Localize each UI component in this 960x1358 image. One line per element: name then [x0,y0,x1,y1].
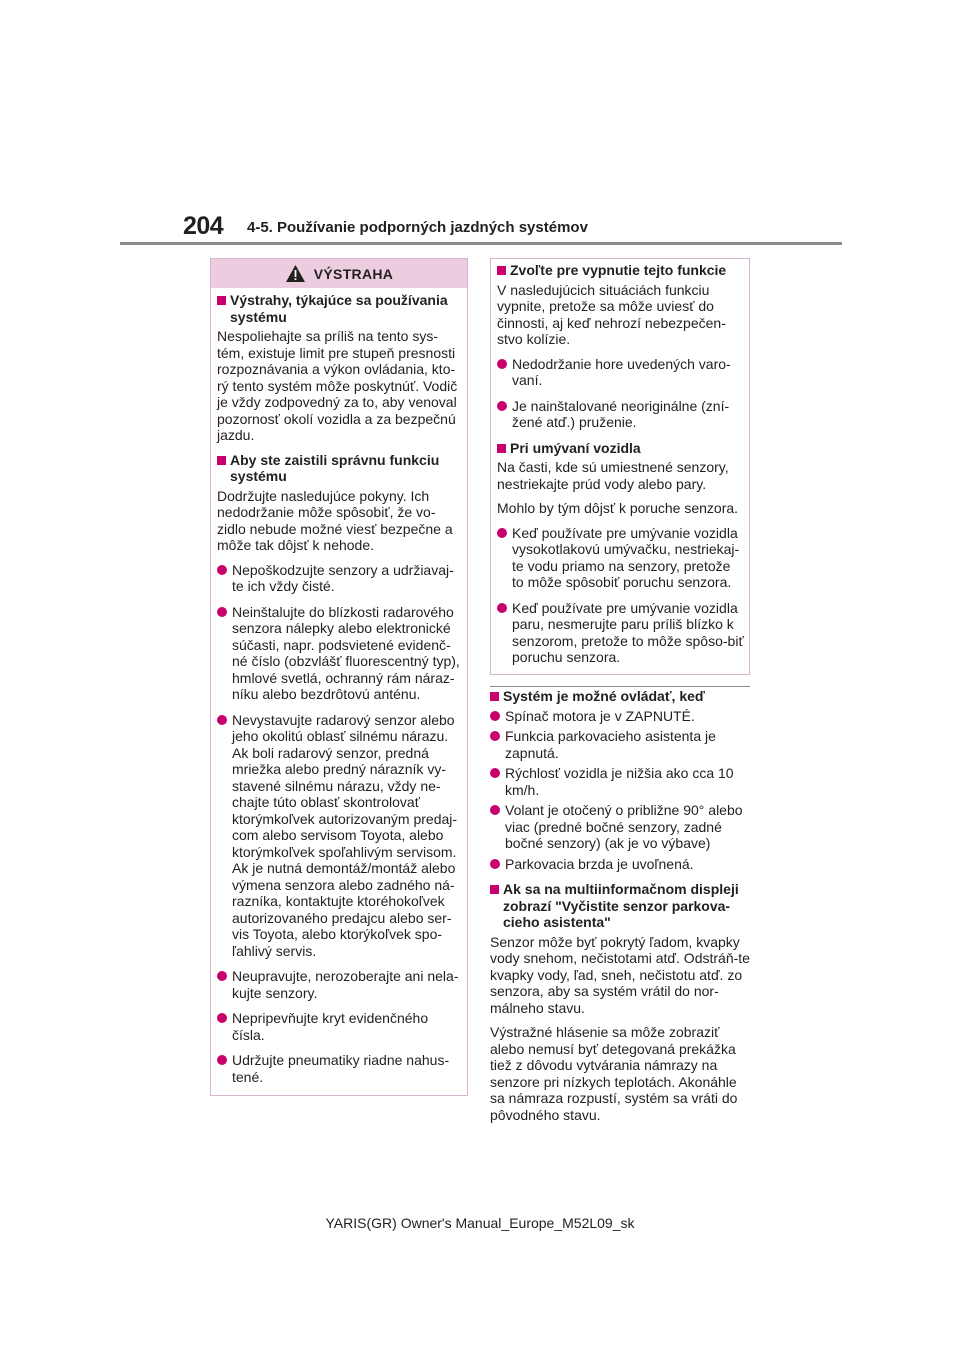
warning-title: VÝSTRAHA [313,265,394,282]
list-item: Neupravujte, nerozoberajte ani nela-kujte senzory. [217,968,462,1001]
section-heading: Výstrahy, týkajúce sa používania systému [217,292,462,325]
bullet-dot-icon [217,1013,227,1023]
list-item: Nevystavujte radarový senzor alebo jeho okolitú oblasť silnému nárazu. Ak boli radarový senzor, predná mriežka alebo predný nárazník vy-stavené silnému nárazu, vždy ne-chajte túto oblasť skontrolovať ktorýmkoľvek autorizovaným predaj-com alebo servisom Toyota, alebo ktorýmkoľvek spoľahlivým servisom. Ak je nutná demontáž/montáž alebo výmena senzora alebo zadného ná-razníka, kontaktujte ktoréhokoľvek autorizovaného predajcu alebo ser-vis Toyota, alebo ktorýkoľvek spo-ľahlivý servis. [217,712,462,960]
bullet-dot-icon [497,528,507,538]
warning-triangle-icon [285,264,306,283]
bullet-dot-icon [217,565,227,575]
paragraph: V nasledujúcich situáciách funkciu vypnite, pretože sa môže uviesť do činnosti, aj keď nehrozí nebezpečen-stvo kolízie. [497,281,726,347]
bullet-dot-icon [490,731,500,741]
section-title: 4-5. Používanie podporných jazdných systémov [247,219,588,236]
info-box [490,258,750,675]
section-heading: Zvoľte pre vypnutie tejto funkcie [497,262,745,279]
square-bullet-icon [497,266,506,275]
paragraph: Senzor môže byť pokrytý ľadom, kvapky vody snehom, nečistotami atď. Odstráň-te kvapky vody, ľad, sneh, nečistotu atď. zo senzora, aby sa systém vrátil do nor-málneho stavu. [490,933,750,1016]
bullet-dot-icon [217,1055,227,1065]
list-item: Spínač motora je v ZAPNUTÉ. [490,708,752,725]
bullet-dot-icon [490,805,500,815]
right-column-text [490,688,752,1131]
list-item: Keď používate pre umývanie vozidla vysokotlakovú umývačku, nestriekaj-te vodu priamo na senzory, pretože to môže spôsobiť poruchu senzora. [497,525,745,591]
paragraph: Nespoliehajte sa príliš na tento sys-tém, existuje limit pre stupeň presnosti rozpoznávania a výkon ovládania, kto-rý tento systém môže poskytnúť. Vodič je vždy zodpovedný za to, aby venoval pozornosť okolí vozidla a za bezpečnú jazdu. [217,328,458,443]
bullet-dot-icon [490,711,500,721]
page-number: 204 [183,212,224,240]
list-item: Keď používate pre umývanie vozidla paru, nesmerujte paru príliš blízko k senzorom, pretože to môže spôso-biť poruchu senzora. [497,600,745,666]
list-item: Udržujte pneumatiky riadne nahus-tené. [217,1052,462,1085]
paragraph: Dodržujte nasledujúce pokyny. Ich nedodržanie môže spôsobiť, že vo-zidlo nebude možné viesť bezpečne a môže tak dôjsť k nehode. [217,487,453,553]
list-item: Nepripevňujte kryt evidenčného čísla. [217,1010,462,1043]
section-heading: Ak sa na multiinformačnom displeji zobrazí "Vyčistite senzor parkova-cieho asistenta" [490,881,752,931]
bullet-dot-icon [490,768,500,778]
bullet-dot-icon [497,359,507,369]
bullet-dot-icon [217,607,227,617]
list-item: Volant je otočený o približne 90° alebo viac (predné bočné senzory, zadné bočné senzory) (ak je vo výbave) [490,802,752,852]
warning-header [211,259,467,288]
bullet-dot-icon [497,401,507,411]
list-item: Parkovacia brzda je uvoľnená. [490,856,752,873]
square-bullet-icon [490,885,499,894]
square-bullet-icon [497,444,506,453]
list-item: Nedodržanie hore uvedených varo-vaní. [497,356,745,389]
page-footer: YARIS(GR) Owner's Manual_Europe_M52L09_sk [325,1215,635,1231]
square-bullet-icon [217,296,226,305]
bullet-dot-icon [217,715,227,725]
bullet-dot-icon [490,859,500,869]
bullet-dot-icon [217,971,227,981]
section-heading: Pri umývaní vozidla [497,440,745,457]
section-heading: Aby ste zaistili správnu funkciu systému [217,452,462,485]
list-item: Neinštalujte do blízkosti radarového senzora nálepky alebo elektronické súčasti, napr. podsvietené evidenč-né číslo (obzvlášť fluorescentný typ), hmlové svetlá, ochranný rám náraz-níku alebo bezdrôtovú anténu. [217,604,462,703]
section-divider [490,686,750,687]
header-divider [120,242,842,245]
section-heading: Systém je možné ovládať, keď [490,688,752,705]
warning-box [210,258,468,1096]
paragraph: Výstražné hlásenie sa môže zobraziť alebo nemusí byť detegovaná prekážka tiež z dôvodu vytvárania námrazy na senzore pri nízkych teplotách. Akonáhle sa námraza rozpustí, systém sa vráti do pôvodného stavu. [490,1024,738,1123]
list-item: Funkcia parkovacieho asistenta je zapnutá. [490,728,752,761]
bullet-dot-icon [497,603,507,613]
list-item: Nepoškodzujte senzory a udržiavaj-te ich vždy čisté. [217,562,462,595]
page-header [0,0,960,250]
paragraph: Mohlo by tým dôjsť k poruche senzora. [497,500,739,516]
list-item: Je nainštalované neoriginálne (zní-žené atď.) pruženie. [497,398,745,431]
square-bullet-icon [490,692,499,701]
list-item: Rýchlosť vozidla je nižšia ako cca 10 km/h. [490,765,752,798]
paragraph: Na časti, kde sú umiestnené senzory, nestriekajte prúd vody alebo pary. [497,459,729,492]
square-bullet-icon [217,456,226,465]
